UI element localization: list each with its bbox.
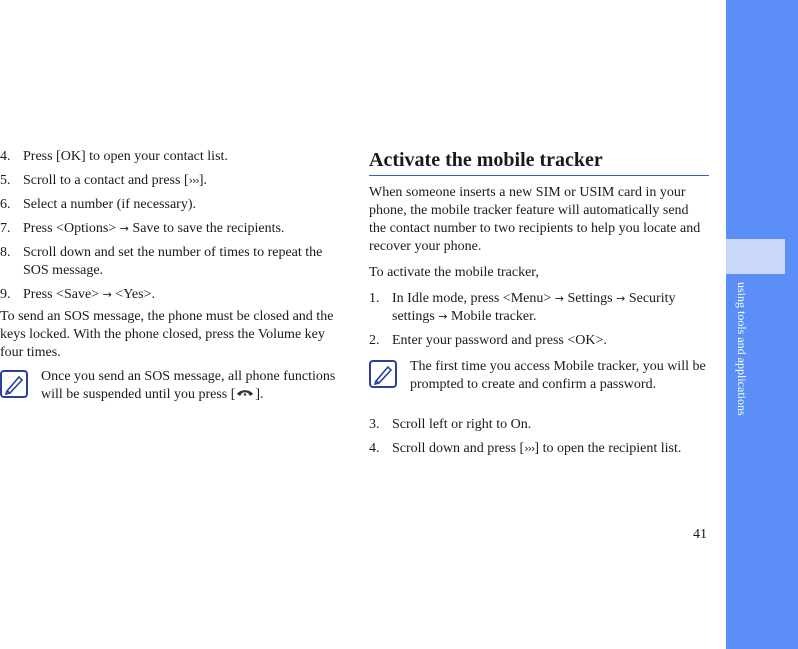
step-text: Press <Save> (23, 287, 103, 302)
note-text-end: ]. (255, 387, 264, 402)
step-text: Scroll to a contact and press [ (23, 173, 189, 188)
step-number: 5. (0, 173, 11, 188)
step-text: Press <Options> (23, 221, 120, 236)
step-number: 6. (0, 197, 11, 212)
arrow-icon: → (438, 310, 448, 323)
step-text-end: ]. (198, 173, 207, 188)
step-text-part: Settings (563, 291, 617, 306)
step-text-end: <Yes>. (111, 287, 155, 302)
step-text: Press [OK] to open your contact list. (23, 149, 228, 164)
step-text-end: Save to save the recipients. (128, 221, 285, 236)
section-heading: Activate the mobile tracker (369, 148, 709, 176)
intro-paragraph: When someone inserts a new SIM or USIM card in your phone, the mobile tracker feature will automatically send the contact number to two recipients to help you locate and recover your phone. (369, 185, 701, 254)
step-8 (0, 244, 345, 280)
right-column (369, 148, 709, 464)
step-6 (0, 196, 345, 214)
left-column (0, 148, 345, 408)
step-text: Enter your password and press <OK>. (392, 333, 607, 348)
section-label: using tools and applications (735, 282, 749, 416)
arrow-icon: → (102, 288, 112, 301)
step-text-end: ] to open the recipient list. (534, 441, 682, 456)
navigation-key-icon: ››› (524, 442, 535, 455)
step-number: 7. (0, 221, 11, 236)
step-2 (369, 332, 709, 350)
step-number: 4. (369, 441, 380, 456)
step-text: Scroll down and press [ (392, 441, 525, 456)
arrow-icon: → (554, 292, 564, 305)
step-5 (0, 172, 345, 190)
step-number: 4. (0, 149, 11, 164)
sos-paragraph: To send an SOS message, the phone must be closed and the keys locked. With the phone closed, press the Volume key four times. (0, 309, 334, 360)
note-box (369, 358, 709, 398)
step-number: 9. (0, 287, 11, 302)
step-number: 1. (369, 291, 380, 306)
end-key-icon (235, 388, 255, 398)
step-number: 8. (0, 245, 11, 260)
navigation-key-icon: ››› (188, 174, 199, 187)
note-pencil-icon (0, 370, 28, 398)
lead-paragraph: To activate the mobile tracker, (369, 265, 539, 280)
step-1 (369, 290, 709, 326)
note-text: The first time you access Mobile tracker, you will be prompted to create and confirm a password. (410, 359, 706, 392)
step-text: In Idle mode, press <Menu> (392, 291, 555, 306)
step-4 (0, 148, 345, 166)
body-block (369, 184, 709, 458)
step-9 (0, 286, 345, 304)
section-tab-marker (726, 239, 785, 274)
arrow-icon: → (616, 292, 626, 305)
note-pencil-icon (369, 360, 397, 388)
step-3 (369, 416, 709, 434)
step-7 (0, 220, 345, 238)
note-text: Once you send an SOS message, all phone functions will be suspended until you press [ (41, 369, 336, 402)
step-4-right (369, 440, 709, 458)
arrow-icon: → (119, 222, 129, 235)
note-box (0, 368, 345, 408)
step-number: 3. (369, 417, 380, 432)
page-number: 41 (693, 527, 707, 542)
step-text: Select a number (if necessary). (23, 197, 196, 212)
step-text: Scroll left or right to On. (392, 417, 532, 432)
step-text-end: Mobile tracker. (447, 309, 537, 324)
step-text: Scroll down and set the number of times to repeat the SOS message. (23, 245, 323, 278)
step-number: 2. (369, 333, 380, 348)
step-text-part: Security settings (392, 291, 676, 324)
